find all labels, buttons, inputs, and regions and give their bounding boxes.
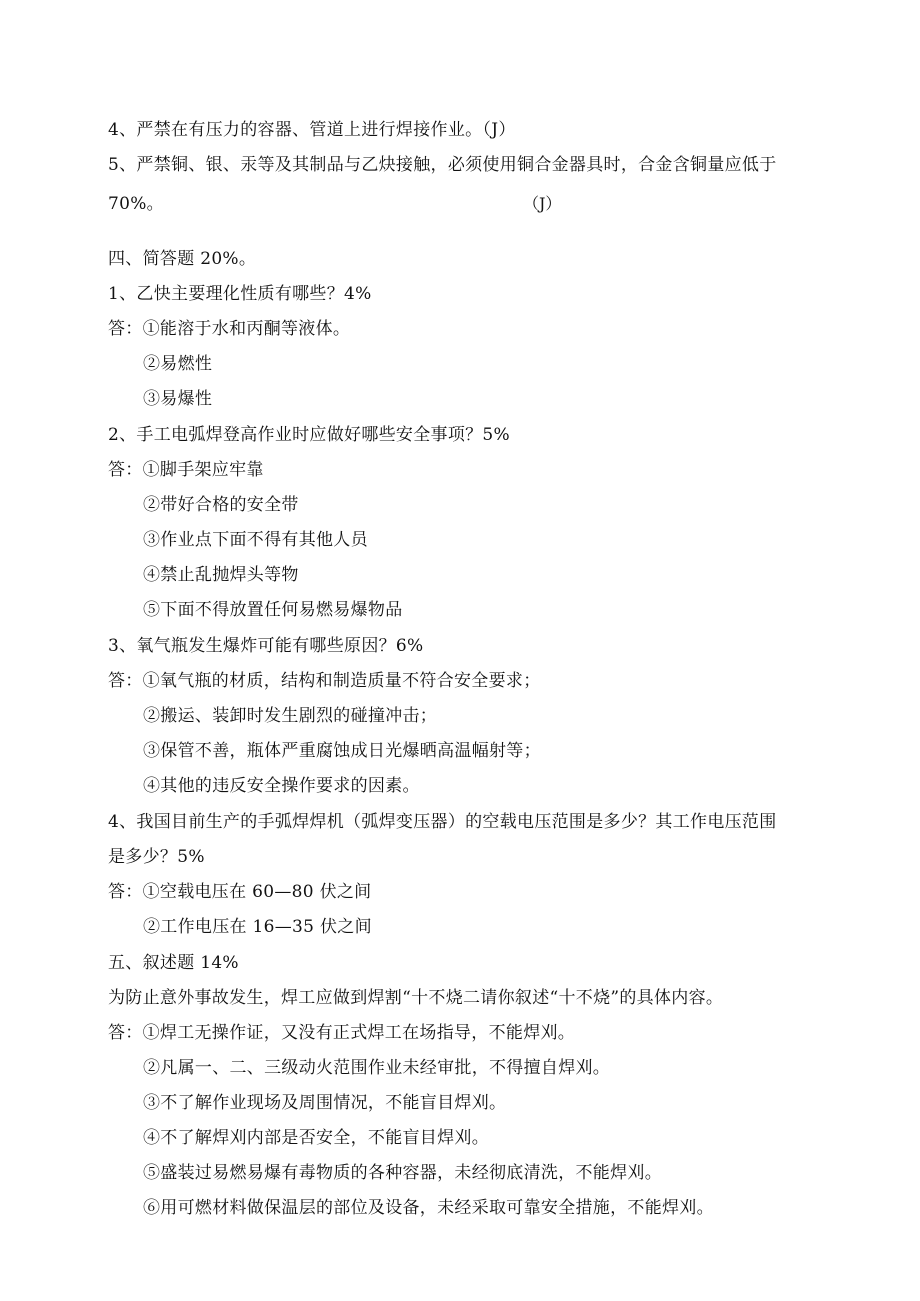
answer-5-6: ⑥用可燃材料做保温层的部位及设备，未经采取可靠安全措施，不能焊刈。 (143, 1198, 714, 1218)
answer-2-2: ②带好合格的安全带 (143, 495, 299, 515)
answer-2-1: 答：①脚手架应牢靠 (108, 460, 264, 480)
answer-1-3: ③易爆性 (143, 389, 213, 409)
judgement-item-5-line2: 70%。 (108, 194, 164, 214)
answer-5-1: 答：①焊工无操作证，又没有正式焊工在场指导，不能焊刈。 (108, 1023, 576, 1043)
question-4-line2: 是多少？5% (108, 847, 205, 867)
judgement-item-5-line1: 5、严禁铜、银、汞等及其制品与乙炔接触，必须使用铜合金器具时，合金含铜量应低于 (108, 155, 777, 175)
section-4-heading: 四、简答题 20%。 (108, 249, 257, 269)
answer-4-2: ②工作电压在 16—35 伏之间 (143, 917, 372, 937)
judgement-item-5-mark: （J） (523, 194, 562, 213)
question-1: 1、乙快主要理化性质有哪些？4% (108, 284, 372, 304)
question-3: 3、氧气瓶发生爆炸可能有哪些原因？6% (108, 636, 424, 656)
answer-5-4: ④不了解焊刈内部是否安全，不能盲目焊刈。 (143, 1128, 489, 1148)
answer-3-3: ③保管不善，瓶体严重腐蚀成日光爆晒高温幅射等； (143, 741, 541, 761)
answer-1-1: 答：①能溶于水和丙酮等液体。 (108, 319, 351, 339)
answer-2-4: ④禁止乱抛焊头等物 (143, 565, 299, 585)
section-5-prompt: 为防止意外事故发生，焊工应做到焊割“十不烧二请你叙述“十不烧”的具体内容。 (108, 988, 724, 1008)
answer-5-3: ③不了解作业现场及周围情况，不能盲目焊刈。 (143, 1093, 507, 1113)
question-2: 2、手工电弧焊登高作业时应做好哪些安全事项？5% (108, 425, 510, 445)
answer-1-2: ②易燃性 (143, 354, 213, 374)
question-4-line1: 4、我国目前生产的手弧焊焊机（弧焊变压器）的空载电压范围是多少？其工作电压范围 (108, 812, 777, 832)
answer-5-5: ⑤盛装过易燃易爆有毒物质的各种容器，未经彻底清洗，不能焊刈。 (143, 1163, 662, 1183)
answer-3-2: ②搬运、装卸时发生剧烈的碰撞冲击； (143, 706, 438, 726)
answer-4-1: 答：①空载电压在 60—80 伏之间 (108, 882, 372, 902)
section-5-heading: 五、叙述题 14% (108, 953, 239, 973)
judgement-item-4: 4、严禁在有压力的容器、管道上进行焊接作业。（J） (108, 120, 516, 140)
answer-3-1: 答：①氧气瓶的材质，结构和制造质量不符合安全要求； (108, 671, 541, 691)
answer-3-4: ④其他的违反安全操作要求的因素。 (143, 776, 420, 796)
answer-5-2: ②凡属一、二、三级动火范围作业未经审批，不得擅自焊刈。 (143, 1058, 611, 1078)
answer-2-3: ③作业点下面不得有其他人员 (143, 530, 368, 550)
answer-2-5: ⑤下面不得放置任何易燃易爆物品 (143, 600, 403, 620)
